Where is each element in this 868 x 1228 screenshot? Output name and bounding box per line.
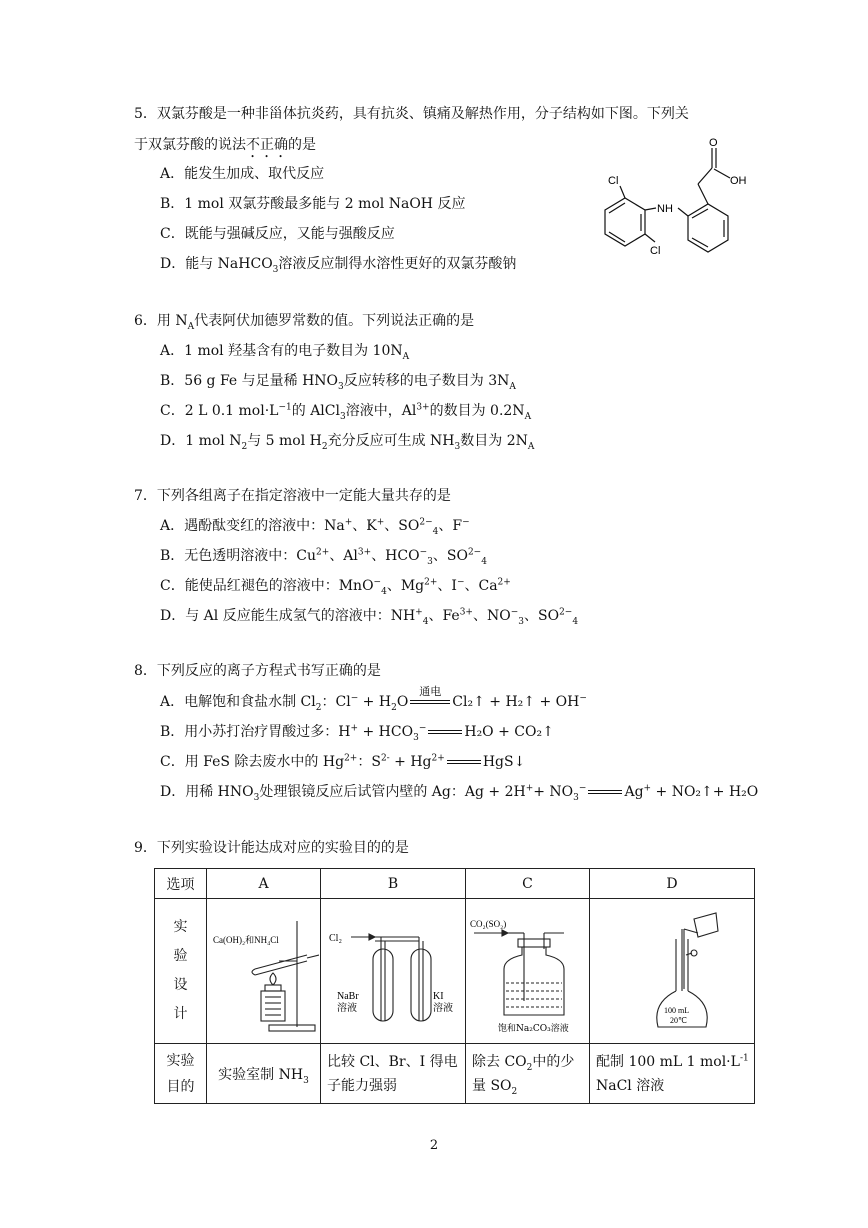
struct-cl-bottom: Cl xyxy=(650,245,661,257)
struct-oh: OH xyxy=(730,175,747,187)
q8-option-c: C．用 FeS 除去废水中的 $Hg^{2+}$：$S^{2-} + Hg^{2+}$ HgS↓ xyxy=(160,753,526,770)
diagram-a-cell xyxy=(207,899,321,1044)
q7-option-b: B．无色透明溶液中：$Cu^{2+}$、$Al^{3+}$、$HCO^-_3$、$SO^{2-}_4$ xyxy=(160,547,487,567)
q5-stem-line2: 于双氯芬酸的说法不正确的是 xyxy=(134,137,316,153)
q7-option-c: C．能使品红褪色的溶液中：MnO−$_4$、$Mg^{2+}$、I−、$Ca^{2+}$ xyxy=(160,577,511,597)
q8-stem: 8．下列反应的离子方程式书写正确的是 xyxy=(134,663,381,679)
diclofenac-structure xyxy=(580,132,780,282)
q6-stem: 6．用 $N_A$代表阿伏加德罗常数的值。下列说法正确的是 xyxy=(134,313,475,332)
apparatus-c-diagram xyxy=(468,899,588,1039)
q9-table xyxy=(154,868,755,1104)
q5-option-b: B．1 mol 双氯芬酸最多能与 2 mol NaOH 反应 xyxy=(160,196,466,212)
label-b-left2: 溶液 xyxy=(337,1003,357,1014)
apparatus-a-diagram xyxy=(209,899,319,1039)
q8-option-d: D．用稀 $HNO_3$处理银镜反应后试管内壁的 Ag：$Ag + 2H^++ NO_3^-$ Ag+ + NO₂↑+ H₂O xyxy=(160,783,759,803)
q8-option-a: A．电解饱和食盐水制 $Cl_2$：$Cl^- + H_2O$ 通电 Cl₂↑ + H₂↑ + OH− xyxy=(160,685,587,713)
struct-cl-top: Cl xyxy=(608,175,619,187)
table-row xyxy=(155,899,755,1044)
header-cell: A xyxy=(207,869,321,899)
label-b-left: NaBr xyxy=(337,991,359,1002)
label-c-bottom: 饱和Na₂CO₃溶液 xyxy=(497,1024,569,1034)
q5-emphasis: 不正确 xyxy=(246,137,288,153)
q5-option-d: D．能与 NaHCO$_3$溶液反应制得水溶性更好的双氯芬酸钠 xyxy=(160,256,517,275)
diagram-c-cell xyxy=(466,899,590,1044)
q5-option-c: C．既能与强碱反应，又能与强酸反应 xyxy=(160,226,395,242)
table-row xyxy=(155,869,755,899)
purpose-c: 除去 $CO_2$中的少 量 $SO_2$ xyxy=(466,1044,590,1104)
q7-option-a: A．遇酚酞变红的溶液中：Na+、K+、$SO^{2-}_4$、F− xyxy=(160,517,470,537)
q9-stem: 9．下列实验设计能达成对应的实验目的的是 xyxy=(134,840,409,856)
q7-option-d: D．与 Al 反应能生成氢气的溶液中：$NH^+_4$、$Fe^{3+}$、$NO^-_3$、$SO^{2-}_4$ xyxy=(160,607,579,627)
label-b-gas: Cl₂ xyxy=(329,933,342,944)
q6-option-a: A．1 mol 羟基含有的电子数目为 $10N_A$ xyxy=(160,343,410,362)
label-c-gas: CO₂(SO₂) xyxy=(469,919,506,929)
label-b-right2: 溶液 xyxy=(433,1003,453,1014)
equals-arrow xyxy=(586,786,624,798)
label-d-volume: 100 mL xyxy=(664,1006,690,1015)
header-cell: B xyxy=(321,869,466,899)
diagram-d-cell xyxy=(590,899,755,1044)
q7-stem: 7．下列各组离子在指定溶液中一定能大量共存的是 xyxy=(134,488,451,504)
q6-option-b: B．56 g Fe 与足量稀 $HNO_3$反应转移的电子数目为 $3N_A$ xyxy=(160,373,516,392)
purpose-d: 配制 100 mL 1 $mol\cdot L^{-1}$ NaCl 溶液 xyxy=(590,1044,755,1104)
row-label-design: 实 验 设 计 xyxy=(155,899,207,1044)
row-label-purpose: 实验 目的 xyxy=(155,1044,207,1104)
apparatus-b-diagram xyxy=(323,899,463,1039)
header-cell: C xyxy=(466,869,590,899)
purpose-a: 实验室制 $NH_3$ xyxy=(207,1044,321,1104)
label-b-right: KI xyxy=(433,991,444,1002)
q8-option-b: B．用小苏打治疗胃酸过多：$H^+ + HCO_3^-$ H₂O + CO₂↑ xyxy=(160,723,554,743)
q6-option-d: D．1 mol $N_2$与 5 mol $H_2$充分反应可生成 $NH_3$数目为 $2N_A$ xyxy=(160,433,535,452)
q5-stem-line1: 5．双氯芬酸是一种非甾体抗炎药，具有抗炎、镇痛及解热作用，分子结构如下图。下列关 xyxy=(134,106,689,122)
page-number: 2 xyxy=(429,1138,439,1153)
diagram-b-cell xyxy=(321,899,466,1044)
struct-o: O xyxy=(709,137,718,149)
header-cell: D xyxy=(590,869,755,899)
struct-nh: NH xyxy=(657,203,673,215)
label-a-reagent: Ca(OH)₂和NH₄Cl xyxy=(212,935,279,945)
q5-option-a: A．能发生加成、取代反应 xyxy=(160,166,325,182)
table-row xyxy=(155,1044,755,1104)
q6-option-c: C．2 L 0.1 $mol\cdot L^{-1}$的 AlCl$_3$溶液中，$Al^{3+}$的数目为 $0.2N_A$ xyxy=(160,402,532,422)
label-d-temp: 20℃ xyxy=(670,1016,687,1025)
equals-arrow xyxy=(445,756,483,768)
purpose-b: 比较 Cl、Br、I 得电 子能力强弱 xyxy=(321,1044,466,1104)
apparatus-d-diagram xyxy=(612,899,732,1039)
electrolysis-arrow: 通电 xyxy=(408,696,452,708)
header-cell: 选项 xyxy=(155,869,207,899)
equals-arrow xyxy=(426,726,464,738)
